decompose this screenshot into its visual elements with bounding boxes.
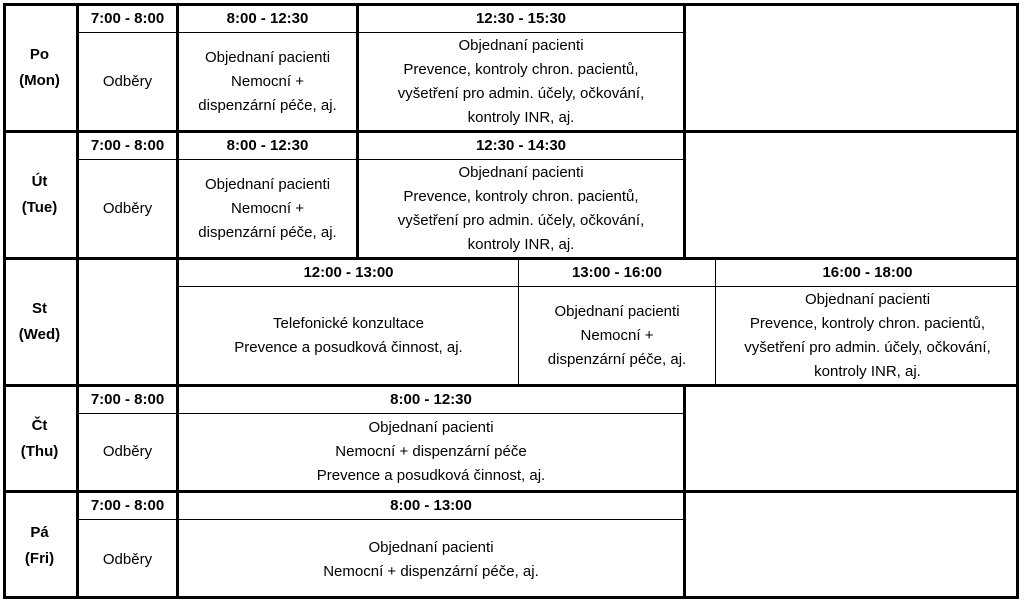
day-name-en: (Thu) [20, 442, 59, 460]
slot-time: 7:00 - 8:00 [76, 490, 176, 519]
slot-text: Objednaní pacienti Nemocní + dispenzární péče, aj. [518, 286, 715, 384]
day-name-en: (Fri) [24, 550, 55, 567]
day-label-wednesday [3, 257, 76, 384]
slot-time: 12:30 - 15:30 [356, 3, 683, 32]
slot-text: Objednaní pacienti Nemocní + dispenzární péče, aj. [176, 159, 356, 257]
day-label-tuesday [3, 130, 76, 257]
slot-time: 7:00 - 8:00 [76, 384, 176, 413]
slot-time: 8:00 - 12:30 [176, 130, 356, 159]
day-name: Čt [31, 416, 48, 434]
day-label-friday [3, 490, 76, 599]
slot-time: 12:00 - 13:00 [176, 257, 518, 286]
slot-text: Objednaní pacienti Prevence, kontroly chron. pacientů, vyšetření pro admin. účely, očkování, kontroly INR, aj. [356, 159, 683, 257]
slot-text: Objednaní pacienti Prevence, kontroly chron. pacientů, vyšetření pro admin. účely, očkování, kontroly INR, aj. [356, 32, 683, 130]
slot-text: Objednaní pacienti Nemocní + dispenzární péče, aj. [176, 32, 356, 130]
slot-text: Objednaní pacienti Prevence, kontroly chron. pacientů, vyšetření pro admin. účely, očkování, kontroly INR, aj. [715, 286, 1019, 384]
slot-time: 8:00 - 13:00 [176, 490, 683, 519]
slot-text: Odběry [76, 519, 176, 599]
slot-time: 12:30 - 14:30 [356, 130, 683, 159]
slot-text: Odběry [76, 32, 176, 130]
empty-cell [683, 3, 1019, 130]
day-name: Út [31, 173, 48, 190]
empty-cell [683, 130, 1019, 257]
slot-text: Objednaní pacienti Nemocní + dispenzární péče, aj. [176, 519, 683, 599]
empty-cell [76, 257, 176, 384]
day-name: Po [29, 46, 50, 63]
empty-cell [683, 384, 1019, 490]
empty-cell [683, 490, 1019, 599]
day-name-en: (Mon) [19, 72, 60, 89]
slot-text: Objednaní pacienti Nemocní + dispenzární péče Prevence a posudková činnost, aj. [176, 413, 683, 490]
slot-time: 8:00 - 12:30 [176, 3, 356, 32]
slot-text: Odběry [76, 159, 176, 257]
slot-text: Odběry [76, 413, 176, 490]
day-label-thursday [3, 384, 76, 490]
slot-time: 13:00 - 16:00 [518, 257, 715, 286]
day-label-monday [3, 3, 76, 130]
day-name: St [32, 300, 47, 317]
day-name: Pá [30, 524, 49, 541]
slot-time: 8:00 - 12:30 [176, 384, 683, 413]
slot-time: 7:00 - 8:00 [76, 130, 176, 159]
slot-text: Telefonické konzultace Prevence a posudková činnost, aj. [176, 286, 518, 384]
slot-time: 16:00 - 18:00 [715, 257, 1019, 286]
day-name-en: (Tue) [21, 199, 58, 216]
day-name-en: (Wed) [18, 326, 61, 343]
slot-time: 7:00 - 8:00 [76, 3, 176, 32]
weekly-schedule [3, 3, 1019, 599]
